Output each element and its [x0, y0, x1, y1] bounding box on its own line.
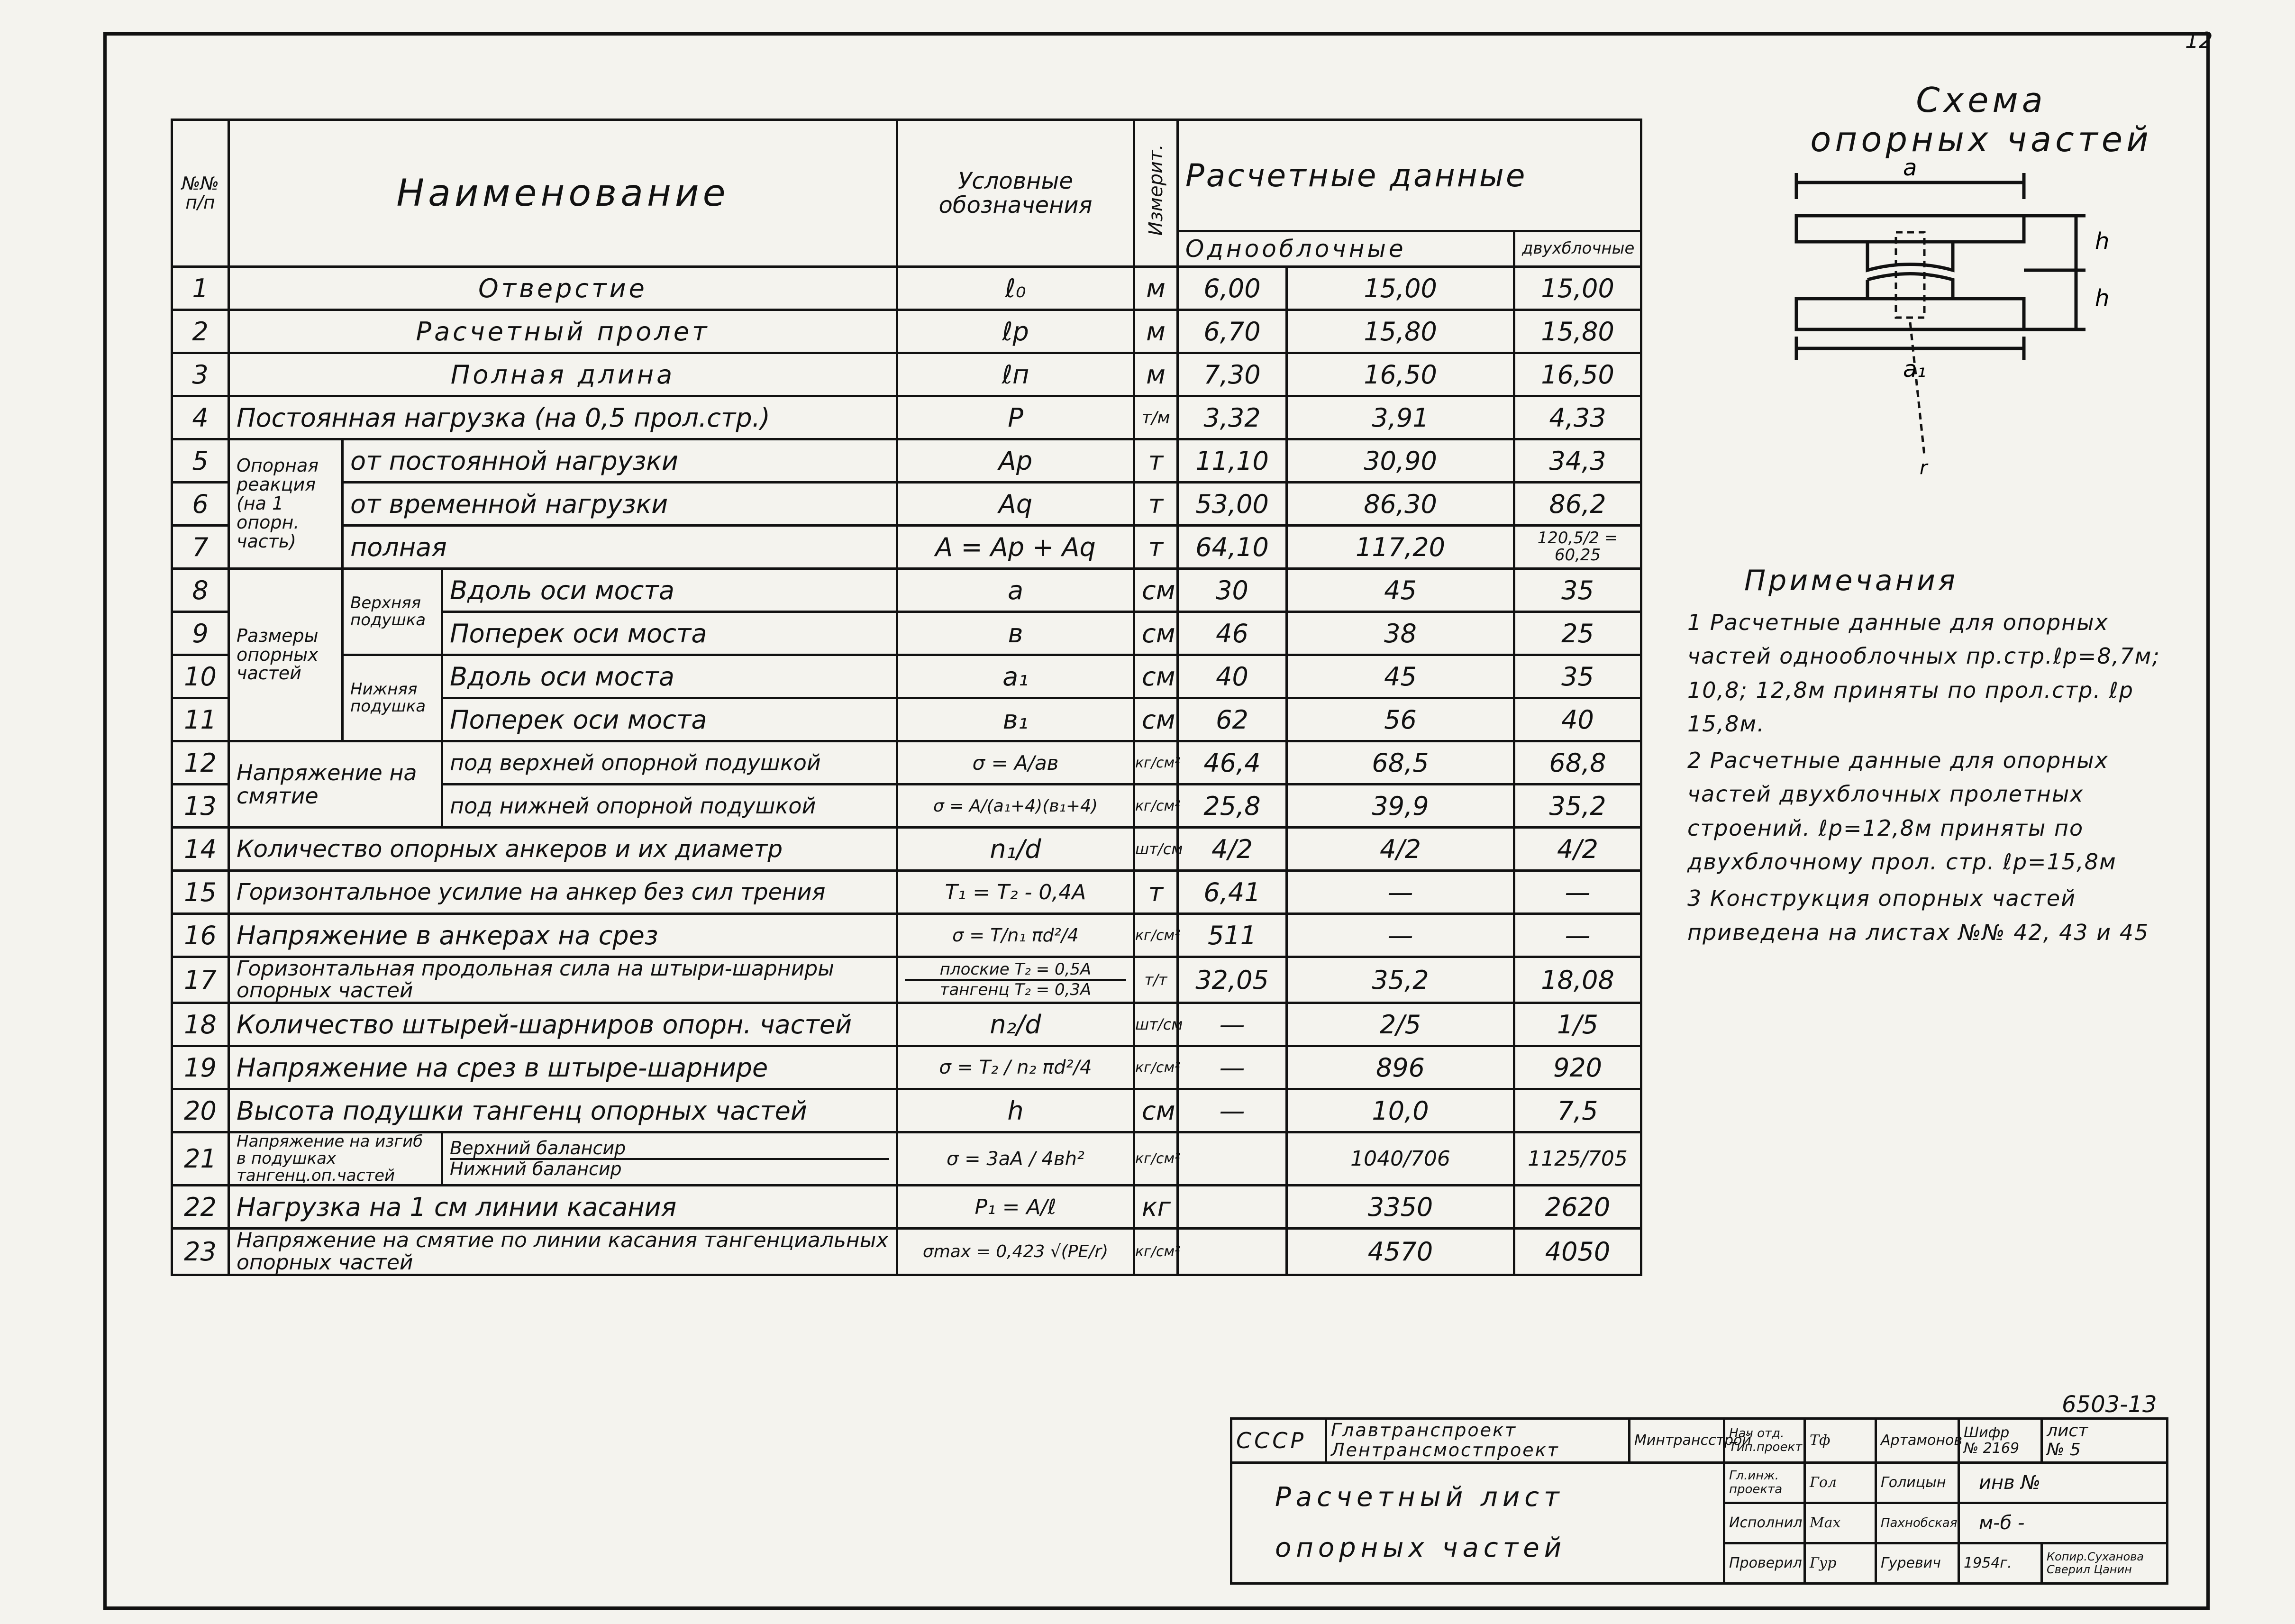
table-row: 15 Горизонтальное усилие на анкер без сил трения T₁ = T₂ - 0,4A т 6,41 — —: [172, 871, 1641, 914]
table-row: 19 Напряжение на срез в штыре-шарнире σ = T₂ / n₂ πd²/4 кг/см² — 896 920: [172, 1046, 1641, 1089]
header-symbols: Условные обозначения: [897, 120, 1134, 267]
header-name: Наименование: [396, 172, 729, 215]
table-row: 22 Нагрузка на 1 см линии касания P₁ = A/ℓ кг 3350 2620: [172, 1186, 1641, 1229]
notes: [1687, 564, 2199, 952]
header-unit: Измерит.: [1145, 144, 1167, 236]
table-row: 1 Отверстие ℓ₀ м 6,00 15,00 15,00: [172, 267, 1641, 310]
page-number: 12: [2185, 27, 2213, 53]
note-3: 3 Конструкция опорных частей приведена на листах №№ 42, 43 и 45: [1687, 885, 2149, 945]
signature-4: Гур: [1805, 1543, 1876, 1583]
table-row: 3 Полная длина ℓп м 7,30 16,50 16,50: [172, 353, 1641, 396]
table-row: 23 Напряжение на смятие по линии касания тангенциальных опорных частей σmax = 0,423 √(PE/r) кг/см² 4570 4050: [172, 1229, 1641, 1275]
header-num: №№ п/п: [172, 120, 229, 267]
title-block: СССР Главтранспроект Лентрансмостпроект Минтрансстрой Нач отд. Тип.проект Тф Артамонов Шифр № 2169 лист № 5 Расчетный лист опорных частей Гл.инж. проекта Гол Голицын инв № Исполнил Мах Пахнобская м-б - Проверил Гур Гуревич 1954г. Копир.Суханова Сверил Цанин: [1230, 1417, 2168, 1585]
table-row: 13 под нижней опорной подушкой σ = A/(a₁+4)(в₁+4) кг/см² 25,8 39,9 35,2: [172, 785, 1641, 828]
calculation-table: [171, 119, 1642, 1276]
header-single: Однооблочные: [1178, 231, 1514, 267]
dimensions-group: Размеры опорных частей: [229, 569, 343, 741]
label-a: a: [1903, 155, 1917, 181]
table-row: 5 Опорная реакция (на 1 опорн. часть) от постоянной нагрузки Ap т 11,10 30,90 34,3: [172, 439, 1641, 483]
header-calc: Расчетные данные: [1185, 157, 1527, 194]
stamp-org2: Лентрансмостпроект: [1331, 1439, 1559, 1460]
bearing-schema-diagram: [1782, 155, 2161, 493]
schema-title: Схема опорных частей: [1810, 80, 2152, 159]
table-row: 11 Поперек оси моста в₁ см 62 56 40: [172, 698, 1641, 741]
stamp-org1: Главтранспроект: [1331, 1420, 1517, 1441]
document-code: 6503-13: [2062, 1391, 2157, 1418]
notes-title: Примечания: [1744, 564, 1958, 597]
signature-2: Гол: [1805, 1462, 1876, 1503]
header-double: двухблочные: [1514, 231, 1641, 267]
stamp-ussr: СССР: [1231, 1419, 1326, 1463]
label-r: r: [1920, 457, 1928, 479]
table-row: 6 от временной нагрузки Aq т 53,00 86,30 86,2: [172, 483, 1641, 526]
stress-group: Напряжение на смятие: [229, 741, 442, 828]
table-row: 12 Напряжение на смятие под верхней опорной подушкой σ = A/aв кг/см² 46,4 68,5 68,8: [172, 741, 1641, 785]
stamp-ministry: Минтрансстрой: [1630, 1419, 1724, 1463]
label-h-top: h: [2095, 228, 2110, 255]
stamp-title: Расчетный лист опорных частей: [1231, 1462, 1724, 1583]
table-row: 10 Нижняя подушка Вдоль оси моста a₁ см 40 45 35: [172, 655, 1641, 698]
support-reaction-group: Опорная реакция (на 1 опорн. часть): [229, 439, 343, 569]
label-a1: a₁: [1903, 356, 1926, 383]
table-row: 14 Количество опорных анкеров и их диаметр n₁/d шт/см 4/2 4/2 4/2: [172, 828, 1641, 871]
table-row: 16 Напряжение в анкерах на срез σ = T/n₁ πd²/4 кг/см² 511 — —: [172, 914, 1641, 957]
table-row: 2 Расчетный пролет ℓр м 6,70 15,80 15,80: [172, 310, 1641, 353]
signature-1: Тф: [1805, 1419, 1876, 1463]
table-row: 18 Количество штырей-шарниров опорн. частей n₂/d шт/см — 2/5 1/5: [172, 1003, 1641, 1046]
table-row: 4 Постоянная нагрузка (на 0,5 прол.стр.) P т/м 3,32 3,91 4,33: [172, 396, 1641, 439]
table-row: 7 полная A = Ap + Aq т 64,10 117,20 120,5/2 = 60,25: [172, 526, 1641, 569]
table-row: 9 Поперек оси моста в см 46 38 25: [172, 612, 1641, 655]
table-row: 8 Размеры опорных частей Верхняя подушка Вдоль оси моста a см 30 45 35: [172, 569, 1641, 612]
label-h-bottom: h: [2095, 285, 2110, 311]
signature-3: Мах: [1805, 1503, 1876, 1543]
table-row: 17 Горизонтальная продольная сила на штыри-шарниры опорных частей плоские T₂ = 0,5A тангенц T₂ = 0,3A т/т 32,05 35,2 18,08: [172, 957, 1641, 1003]
note-1: 1 Расчетные данные для опорных частей однооблочных пр.стр.ℓр=8,7м; 10,8; 12,8м приняты по прол.стр. ℓр 15,8м.: [1687, 610, 2160, 737]
table-row: 20 Высота подушки тангенц опорных частей h см — 10,0 7,5: [172, 1089, 1641, 1132]
note-2: 2 Расчетные данные для опорных частей двухблочных пролетных строений. ℓр=12,8м приняты по двухблочному прол. стр. ℓр=15,8м: [1687, 748, 2117, 875]
table-row: 21 Напряжение на изгиб в подушках тангенц.оп.частей Верхний балансир Нижний балансир σ = 3aA / 4вh² кг/см² 1040/706 1125/705: [172, 1132, 1641, 1186]
